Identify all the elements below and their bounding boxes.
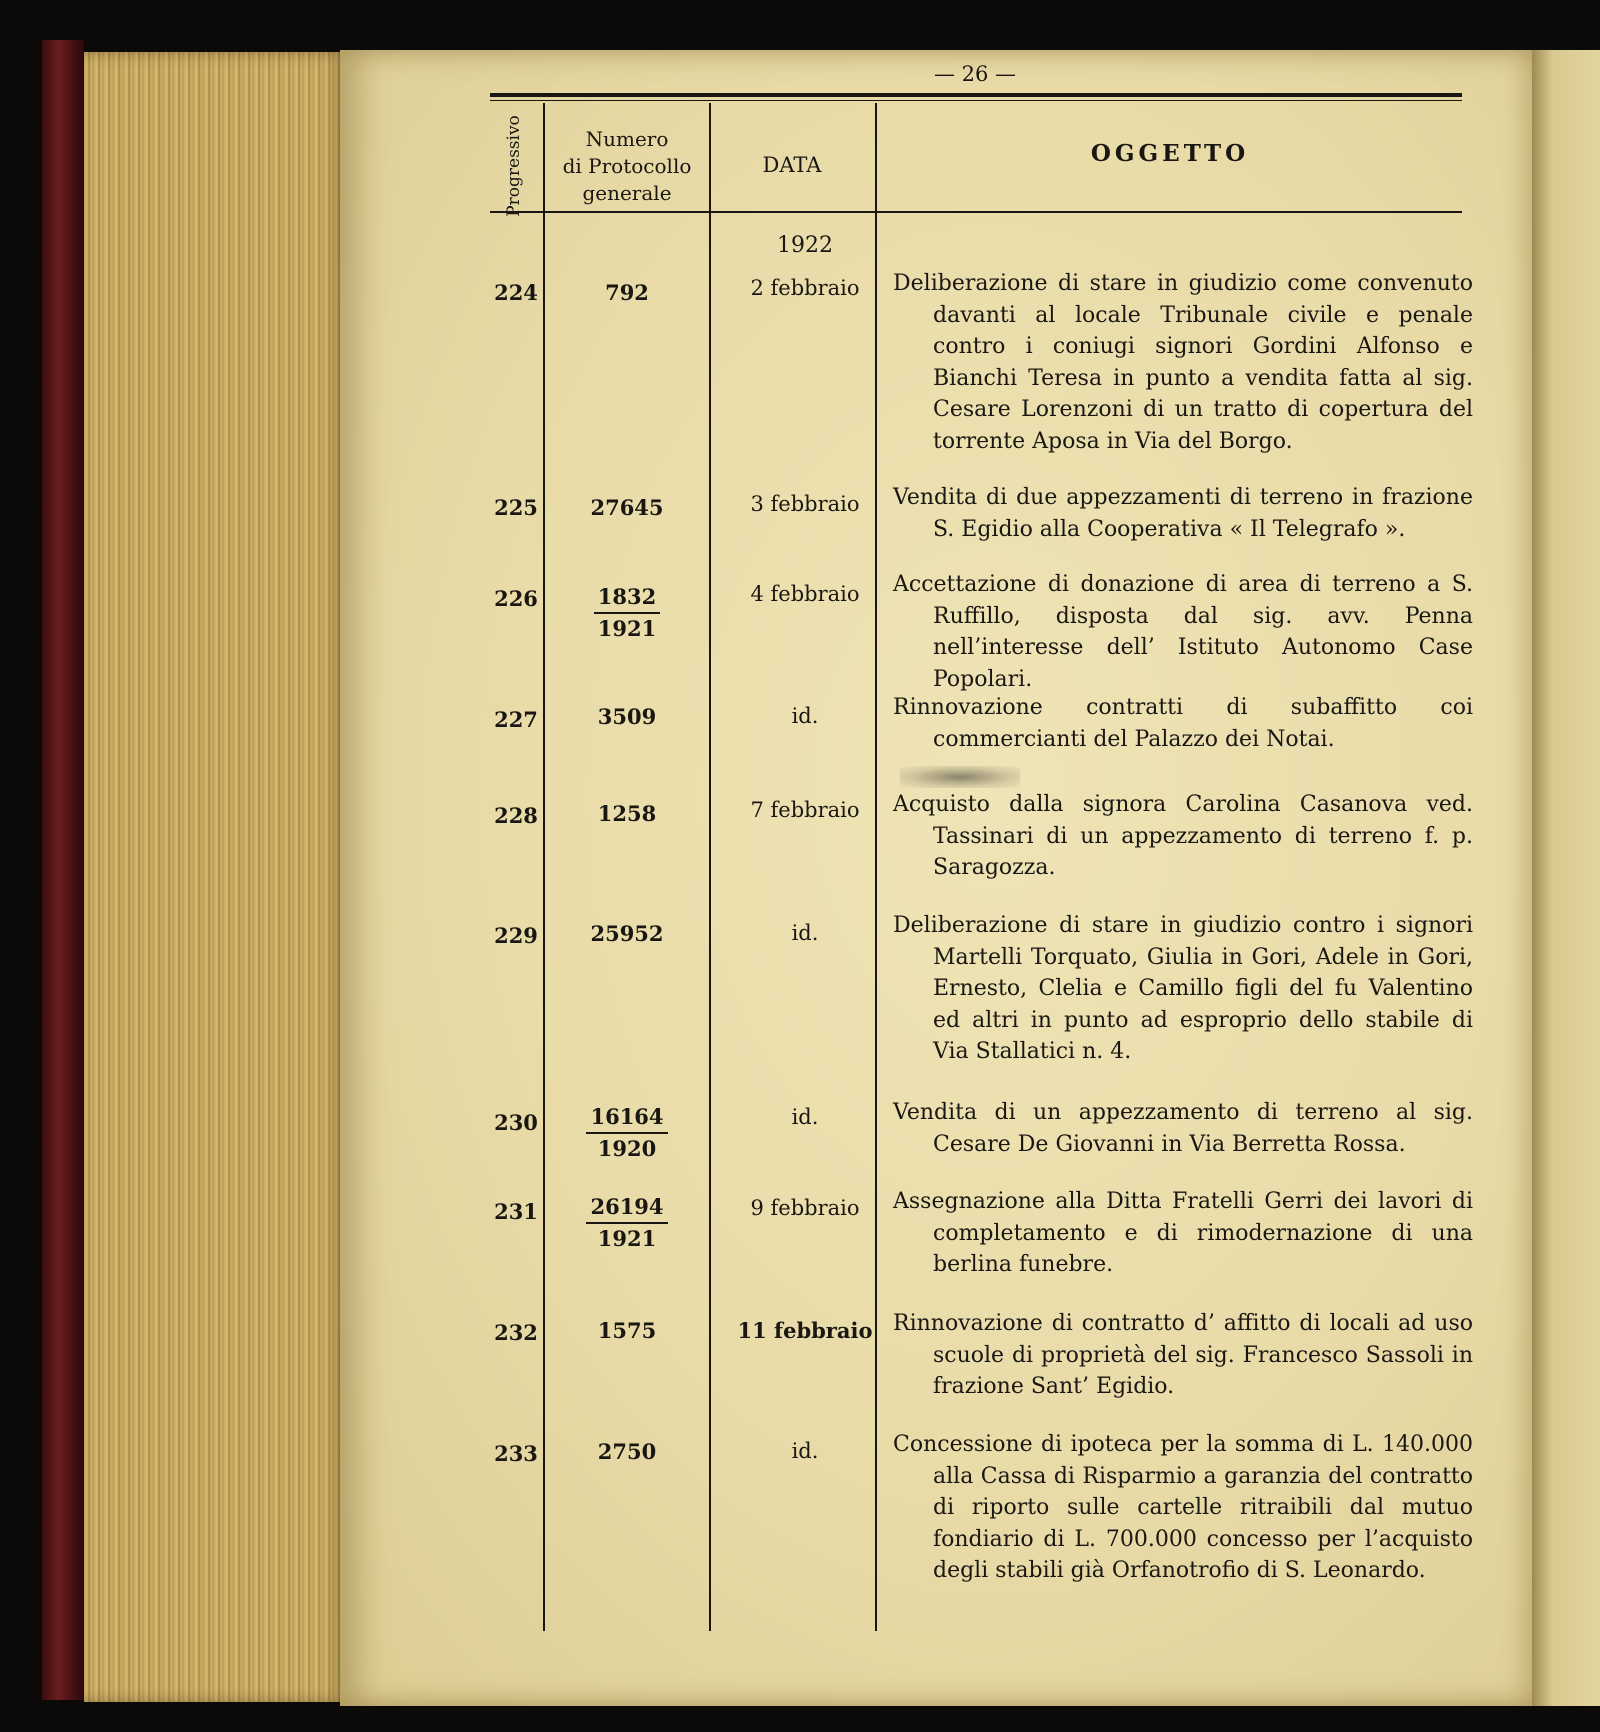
header-oggetto: OGGETTO (1090, 140, 1250, 167)
protocol-number: 1575 (597, 1318, 657, 1343)
protocol-number: 1832 (594, 582, 660, 614)
entry-subject: Vendita di due appezzamenti di terreno in frazione S. Egidio alla Cooperativa « Il Telegrafo ». (893, 485, 1473, 542)
entry-number: 232 (494, 1320, 538, 1345)
entry-number: 229 (494, 923, 538, 948)
protocol-number-fraction (567, 1192, 687, 1254)
header-protocollo-line2: di Protocollo (562, 154, 692, 178)
entry-subject: Vendita di un appezzamento di terreno al sig. Cesare De Giovanni in Via Berretta Rossa. (893, 1100, 1473, 1157)
entry-number: 231 (494, 1199, 538, 1224)
entry-date: id. (791, 1105, 819, 1129)
protocol-number: 26194 (586, 1192, 667, 1224)
entry-number: 225 (494, 495, 538, 520)
header-progressivo (490, 107, 538, 225)
entry-date: id. (791, 704, 819, 728)
entry-number: 227 (494, 707, 538, 732)
entry-date: 11 febbraio (737, 1318, 873, 1343)
protocol-year: 1921 (597, 1226, 657, 1251)
header-protocollo-line1: Numero (585, 127, 669, 151)
header-bottom-rule (490, 211, 1462, 213)
header-progressivo-label: Progressivo (504, 115, 524, 217)
facing-page-edge (1532, 50, 1600, 1706)
protocol-number: 25952 (590, 921, 664, 946)
column-separator-2 (709, 103, 711, 1631)
top-rule-thick (490, 93, 1462, 97)
entry-date: id. (791, 921, 819, 945)
header-protocollo-line3: generale (582, 181, 672, 205)
page-edges (84, 52, 346, 1702)
entry-date: id. (791, 1439, 819, 1463)
entry-date: 4 febbraio (750, 582, 860, 606)
protocol-number: 16164 (586, 1102, 667, 1134)
protocol-number: 1258 (597, 801, 657, 826)
entry-date: 7 febbraio (750, 798, 860, 822)
page-number: — 26 — (933, 62, 1017, 86)
entry-date: 9 febbraio (750, 1196, 860, 1220)
entry-number: 233 (494, 1441, 538, 1466)
header-data: DATA (762, 153, 822, 177)
top-rule-thin (490, 100, 1462, 101)
entry-number: 226 (494, 586, 538, 611)
entry-subject: Deliberazione di stare in giudizio come convenuto davanti al locale Tribunale civile e penale contro i coniugi signori Gordini Alfonso e Bianchi Teresa in punto a vendita fatta al sig. Cesare Lorenzoni di un tratto di copertura del torrente Aposa in Via del Borgo. (893, 271, 1473, 454)
entry-date: 3 febbraio (750, 492, 860, 516)
protocol-year: 1920 (597, 1136, 657, 1161)
entry-subject: Deliberazione di stare in giudizio contro i signori Martelli Torquato, Giulia in Gori, Adele in Gori, Ernesto, Clelia e Camillo figli del fu Valentino ed altri in punto ad esproprio dello stabile di Via Stallatici n. 4. (893, 913, 1473, 1064)
header-protocollo (548, 126, 706, 207)
column-separator-3 (875, 103, 877, 1631)
entry-number: 230 (494, 1110, 538, 1135)
entry-subject: Assegnazione alla Ditta Fratelli Gerri dei lavori di completamento e di rimodernazione di una berlina funebre. (893, 1189, 1473, 1277)
protocol-year: 1921 (597, 616, 657, 641)
entry-subject: Rinnovazione di contratto d’ affitto di locali ad uso scuole di proprietà del sig. Francesco Sassoli in frazione Sant’ Egidio. (893, 1311, 1473, 1399)
protocol-number: 2750 (597, 1439, 657, 1464)
entry-subject: Rinnovazione contratti di subaffitto coi commercianti del Palazzo dei Notai. (893, 695, 1473, 752)
protocol-number-fraction (567, 1102, 687, 1164)
year-label: 1922 (777, 233, 833, 258)
entry-number: 224 (494, 280, 538, 305)
entry-subject: Acquisto dalla signora Carolina Casanova ved. Tassinari di un appezzamento di terreno f. p. Saragozza. (893, 792, 1473, 880)
entry-subject: Accettazione di donazione di area di terreno a S. Ruffillo, disposta dal sig. avv. Penna nell’interesse dell’ Istituto Autonomo Case Popolari. (893, 572, 1473, 692)
column-separator-1 (543, 103, 545, 1631)
entry-number: 228 (494, 803, 538, 828)
protocol-number: 792 (605, 280, 649, 305)
protocol-number-fraction (567, 582, 687, 644)
entry-date: 2 febbraio (750, 276, 860, 300)
protocol-number: 27645 (590, 495, 664, 520)
entry-subject: Concessione di ipoteca per la somma di L. 140.000 alla Cassa di Risparmio a garanzia del contratto di riporto sulle cartelle ritraibili dal mutuo fondiario di L. 700.000 concesso per l’acquisto degli stabili già Orfanotrofio di S. Leonardo. (893, 1432, 1473, 1583)
protocol-number: 3509 (597, 704, 657, 729)
ink-smudge (900, 766, 1020, 788)
book-spine (42, 40, 84, 1700)
